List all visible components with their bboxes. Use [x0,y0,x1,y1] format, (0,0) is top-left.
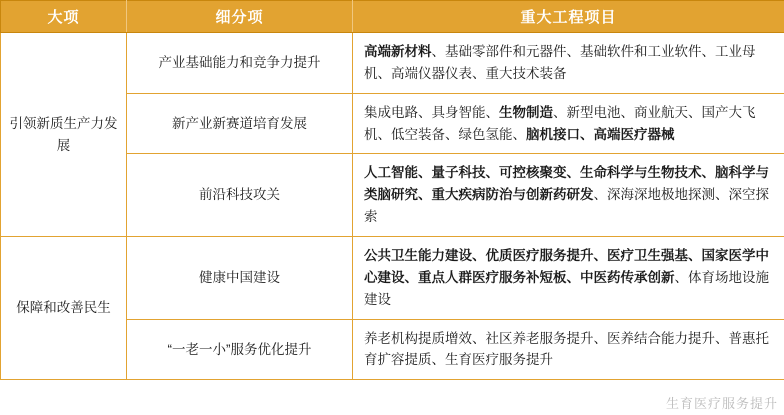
cell-projects [353,237,784,320]
cell-projects [353,319,784,380]
project-text-segment: 养老机构提质增效、社区养老服务提升、医养结合能力提升、普惠托育扩容提质、生育医疗服务提升 [364,330,769,368]
project-text-segment: 脑机接口、高端医疗器械 [526,126,675,142]
project-text-segment: 公共卫生能力建设、优质医疗服务提升、医疗卫生强基、国家医学中心建设、重点人群医疗服务补短板、中医药传承创新 [364,248,769,285]
table-header-row [1,1,784,33]
cell-subitem: 新产业新赛道培育发展 [127,93,353,154]
cell-projects [353,33,784,94]
project-text-segment: 集成电路、具身智能、 [364,104,499,120]
cell-category: 引领新质生产力发展 [1,33,127,237]
cell-subitem: “一老一小”服务优化提升 [127,319,353,380]
project-text-segment: 、基础零部件和元器件、基础软件和工业软件、工业母机、高端仪器仪表、重大技术装备 [364,44,756,81]
project-text-segment: 高端新材料 [364,44,432,59]
table-body [1,33,784,380]
cell-category: 保障和改善民生 [1,237,127,380]
watermark-text: 生育医疗服务提升 [665,396,778,411]
cell-projects [353,154,784,237]
table-header [1,1,784,33]
project-text-segment: 生物制造 [499,104,553,120]
column-header-projects: 重大工程项目 [353,1,784,33]
project-text-segment: 人工智能、量子科技、可控核聚变、生命科学与生物技术、脑科学与类脑研究、重大疾病防治与创新药研发 [364,165,769,203]
cell-projects [353,93,784,154]
table-row [1,33,784,94]
project-text-segment: 、新型电池、商业航天、国产大飞机、低空装备、绿色氢能、 [364,104,756,142]
column-header-category: 大项 [1,1,127,33]
cell-subitem: 前沿科技攻关 [127,154,353,237]
project-text-segment: 、深海深地极地探测、深空探索 [364,187,769,225]
cell-subitem: 产业基础能力和竞争力提升 [127,33,353,94]
column-header-subitem: 细分项 [127,1,353,33]
project-text-segment: 、体育场地设施建设 [364,269,769,307]
table-row [1,237,784,320]
cell-subitem: 健康中国建设 [127,237,353,320]
